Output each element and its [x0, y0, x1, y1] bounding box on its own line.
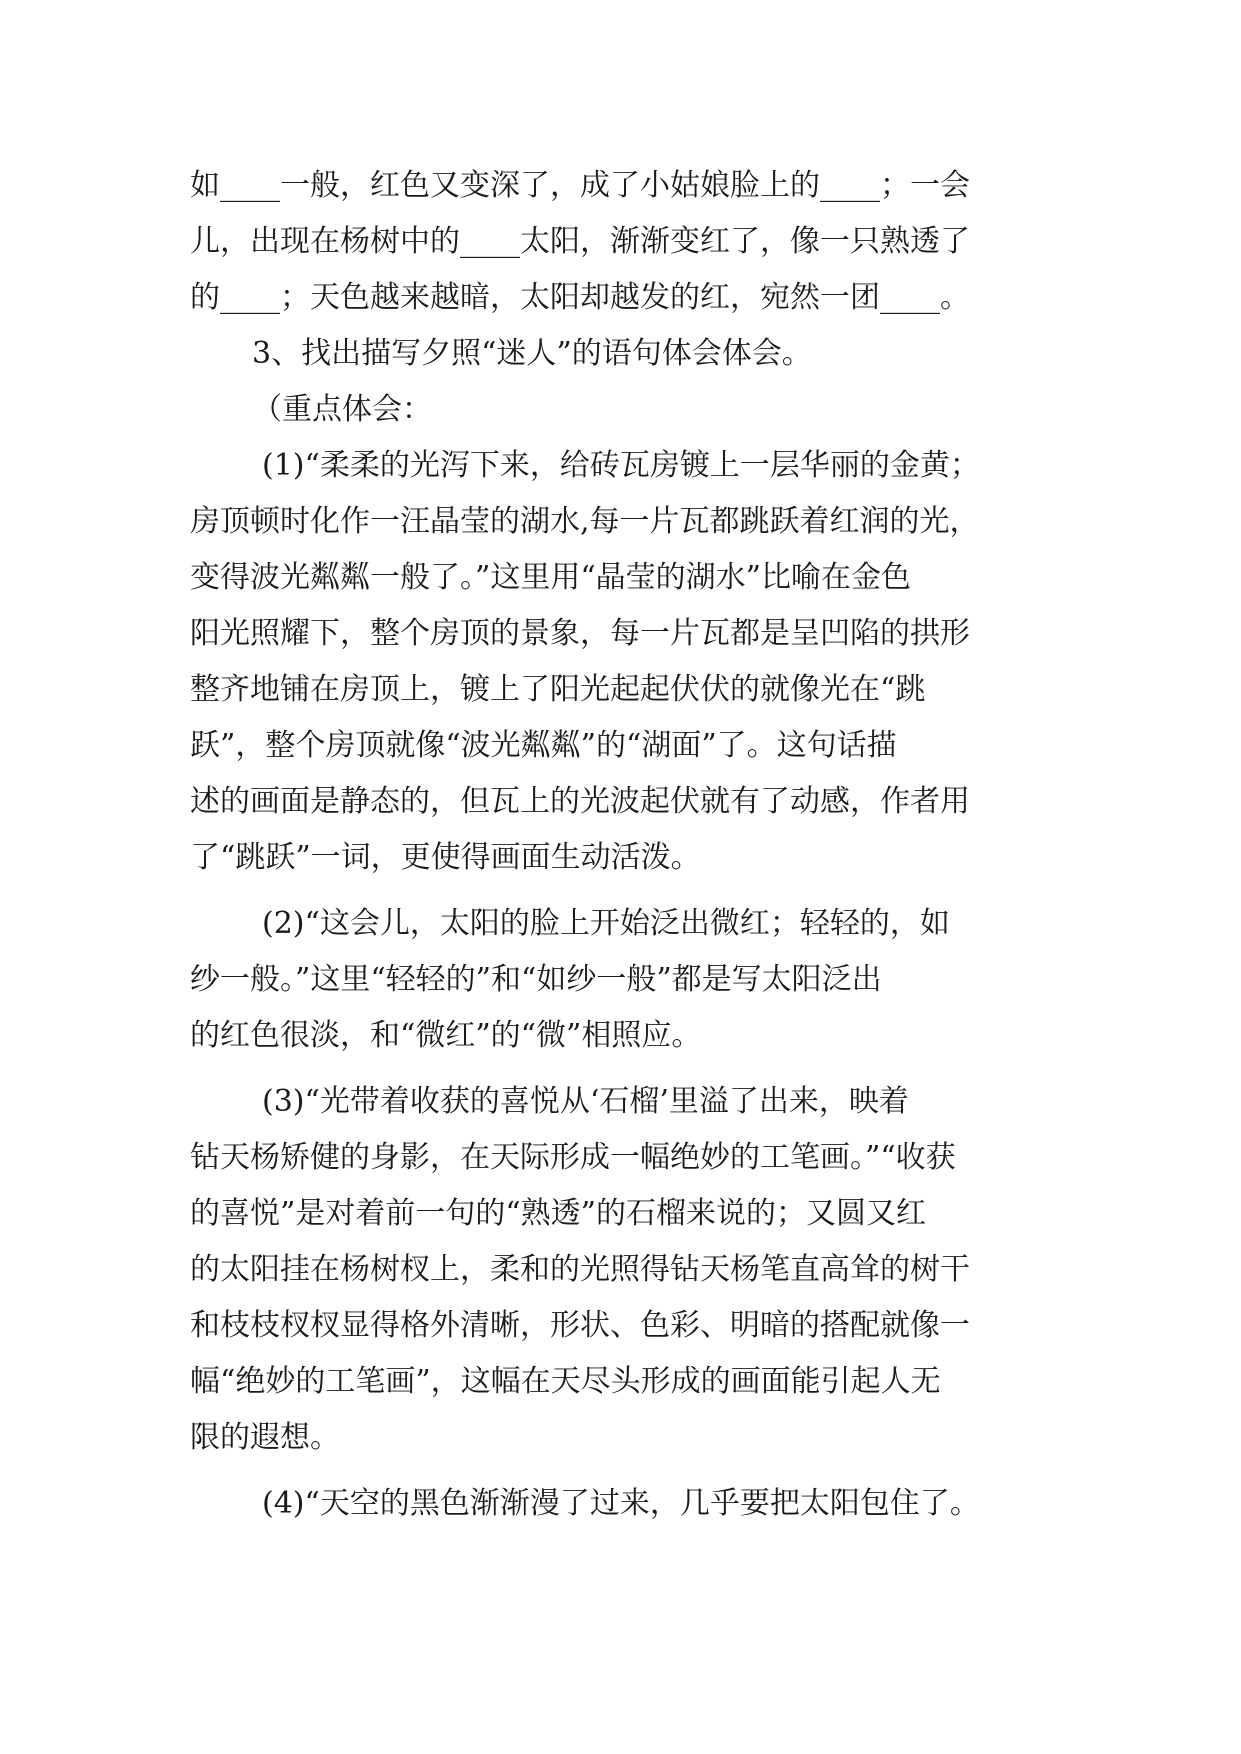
- text-line: 的喜悦”是对着前一句的“熟透”的石榴来说的；又圆又红: [190, 1196, 927, 1231]
- text-line: 跃”，整个房顶就像“波光粼粼”的“湖面”了。这句话描: [190, 728, 897, 763]
- text-line: 的红色很淡，和“微红”的“微”相照应。: [190, 1018, 702, 1053]
- text-line: (1)“柔柔的光泻下来，给砖瓦房镀上一层华丽的金黄；: [262, 448, 980, 483]
- text-line: 幅“绝妙的工笔画”，这幅在天尽头形成的画面能引起人无: [190, 1364, 941, 1399]
- text-line: 述的画面是静态的，但瓦上的光波起伏就有了动感，作者用: [190, 784, 970, 819]
- text-line: 纱一般。”这里“轻轻的”和“如纱一般”都是写太阳泛出: [190, 962, 882, 997]
- text-line: (4)“天空的黑色渐渐漫了过来，几乎要把太阳包住了。: [262, 1486, 980, 1521]
- text-line: 限的遐想。: [190, 1420, 340, 1455]
- text-line: (2)“这会儿，太阳的脸上开始泛出微红；轻轻的，如: [262, 906, 950, 941]
- text-line: 整齐地铺在房顶上，镀上了阳光起起伏伏的就像光在“跳: [190, 672, 926, 707]
- text-line: 的太阳挂在杨树杈上，柔和的光照得钻天杨笔直高耸的树干: [190, 1252, 970, 1287]
- text-line: 和枝枝杈杈显得格外清晰，形状、色彩、明暗的搭配就像一: [190, 1308, 970, 1343]
- text-line: 钻天杨矫健的身影，在天际形成一幅绝妙的工笔画。”“收获: [190, 1140, 956, 1175]
- text-line: 3、找出描写夕照“迷人”的语句体会体会。: [252, 336, 812, 371]
- text-line: 房顶顿时化作一汪晶莹的湖水,每一片瓦都跳跃着红润的光，: [190, 504, 980, 539]
- text-line: 儿，出现在杨树中的____太阳，渐渐变红了，像一只熟透了: [190, 224, 970, 259]
- text-line: (3)“光带着收获的喜悦从‘石榴’里溢了出来，映着: [262, 1084, 909, 1119]
- text-line: 如____一般，红色又变深了，成了小姑娘脸上的____；一会: [190, 168, 970, 203]
- text-line: 阳光照耀下，整个房顶的景象，每一片瓦都是呈凹陷的拱形: [190, 616, 970, 651]
- text-line: （重点体会：: [252, 392, 432, 427]
- text-line: 变得波光粼粼一般了。”这里用“晶莹的湖水”比喻在金色: [190, 560, 912, 595]
- text-line: 的____；天色越来越暗，太阳却越发的红，宛然一团____。: [190, 280, 970, 315]
- text-line: 了“跳跃”一词，更使得画面生动活泼。: [190, 840, 701, 875]
